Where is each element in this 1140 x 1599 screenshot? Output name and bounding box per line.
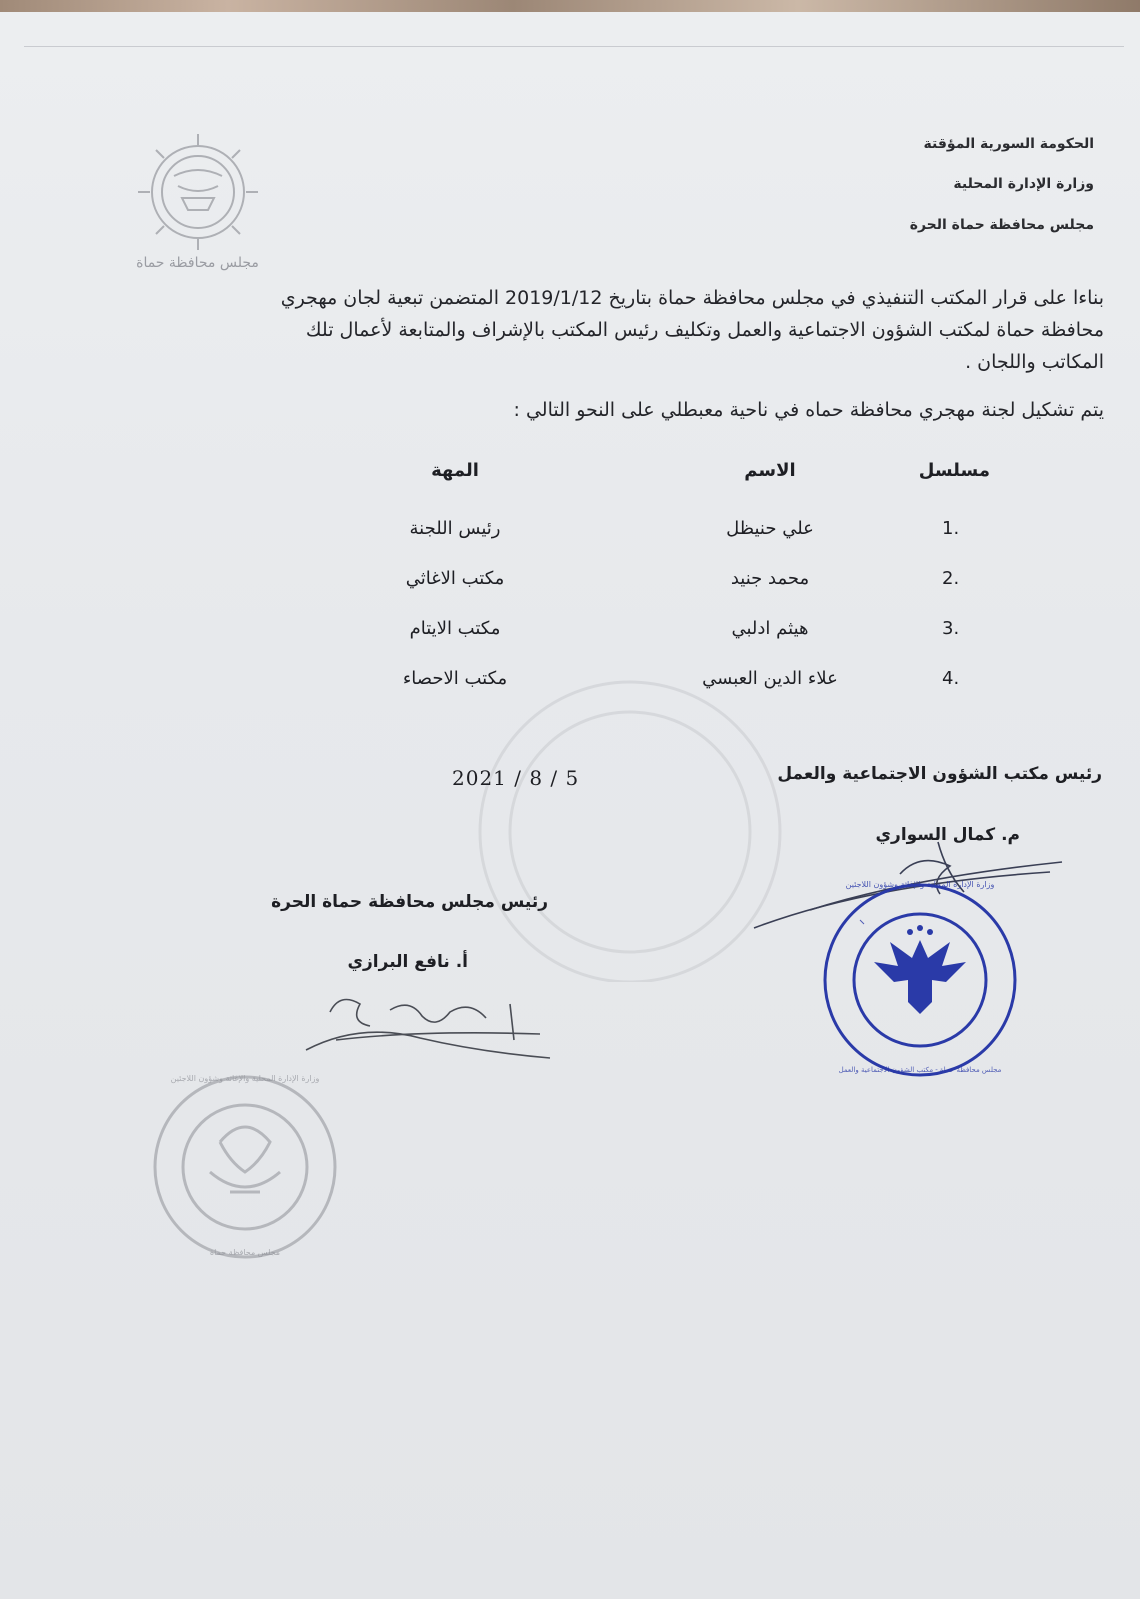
document-date: 2021 / 8 / 5 bbox=[452, 766, 580, 790]
top-rule bbox=[24, 46, 1124, 47]
eagle-seal-icon bbox=[820, 880, 1020, 1080]
row-role: رئيس اللجنة bbox=[409, 518, 501, 539]
preamble-line-2: محافظة حماة لمكتب الشؤون الاجتماعية والعمل وتكليف رئيس المكتب بالإشراف والمتابعة لأعمال تلك bbox=[305, 319, 1104, 341]
logo-caption: مجلس محافظة حماة bbox=[136, 255, 259, 271]
council-stamp-bottom-text: مجلس محافظة حماة bbox=[209, 1248, 281, 1257]
council-head-signature-icon bbox=[300, 982, 560, 1072]
office-stamp bbox=[820, 880, 1020, 1080]
row-serial: 3. bbox=[942, 618, 960, 639]
decision-text: يتم تشكيل لجنة مهجري محافظة حماه في ناحية معبطلي على النحو التالي : bbox=[513, 399, 1104, 421]
row-name: علاء الدين العبسي bbox=[702, 668, 838, 689]
council-head-name: أ. نافع البرازي bbox=[347, 952, 468, 972]
header-council: مجلس محافظة حماة الحرة bbox=[909, 217, 1094, 233]
row-role: مكتب الاغاثي bbox=[405, 568, 505, 589]
header-name: الاسم bbox=[744, 460, 796, 481]
council-stamp bbox=[150, 1072, 340, 1262]
council-emblem-icon bbox=[120, 130, 275, 260]
header-role: المهة bbox=[431, 460, 479, 481]
council-stamp-ring-text: وزارة الإدارة المحلية والإغاثة وشؤون اللاجئين bbox=[170, 1074, 320, 1083]
header-government: الحكومة السورية المؤقتة bbox=[923, 136, 1094, 152]
row-serial: 4. bbox=[942, 668, 960, 689]
row-role: مكتب الايتام bbox=[409, 618, 501, 639]
office-stamp-bottom-text: مجلس محافظة حماة - مكتب الشؤون الاجتماعية والعمل bbox=[838, 1066, 1002, 1074]
row-role: مكتب الاحصاء bbox=[402, 668, 508, 689]
office-head-name: م. كمال السواري bbox=[875, 825, 1020, 845]
row-name: محمد جنيد bbox=[730, 568, 810, 589]
row-serial: 1. bbox=[942, 518, 960, 539]
header-serial: مسلسل bbox=[918, 460, 990, 481]
document-page bbox=[0, 12, 1140, 1599]
preamble-line-3: المكاتب واللجان . bbox=[965, 351, 1104, 373]
council-logo bbox=[120, 130, 275, 280]
preamble-line-1: بناءا على قرار المكتب التنفيذي في مجلس محافظة حماة بتاريخ 2019/1/12 المتضمن تبعية لجان مهجري bbox=[280, 287, 1104, 309]
row-name: علي حنيظل bbox=[726, 518, 814, 539]
council-head-title: رئيس مجلس محافظة حماة الحرة bbox=[271, 892, 548, 912]
office-stamp-ring-text: وزارة الإدارة المحلية والإغاثة وشؤون اللاجئين bbox=[845, 880, 995, 889]
header-ministry: وزارة الإدارة المحلية bbox=[953, 176, 1094, 192]
row-name: هيثم ادلبي bbox=[731, 618, 809, 639]
faded-eagle-seal-icon bbox=[150, 1072, 340, 1262]
row-serial: 2. bbox=[942, 568, 960, 589]
office-head-title: رئيس مكتب الشؤون الاجتماعية والعمل bbox=[777, 764, 1102, 784]
